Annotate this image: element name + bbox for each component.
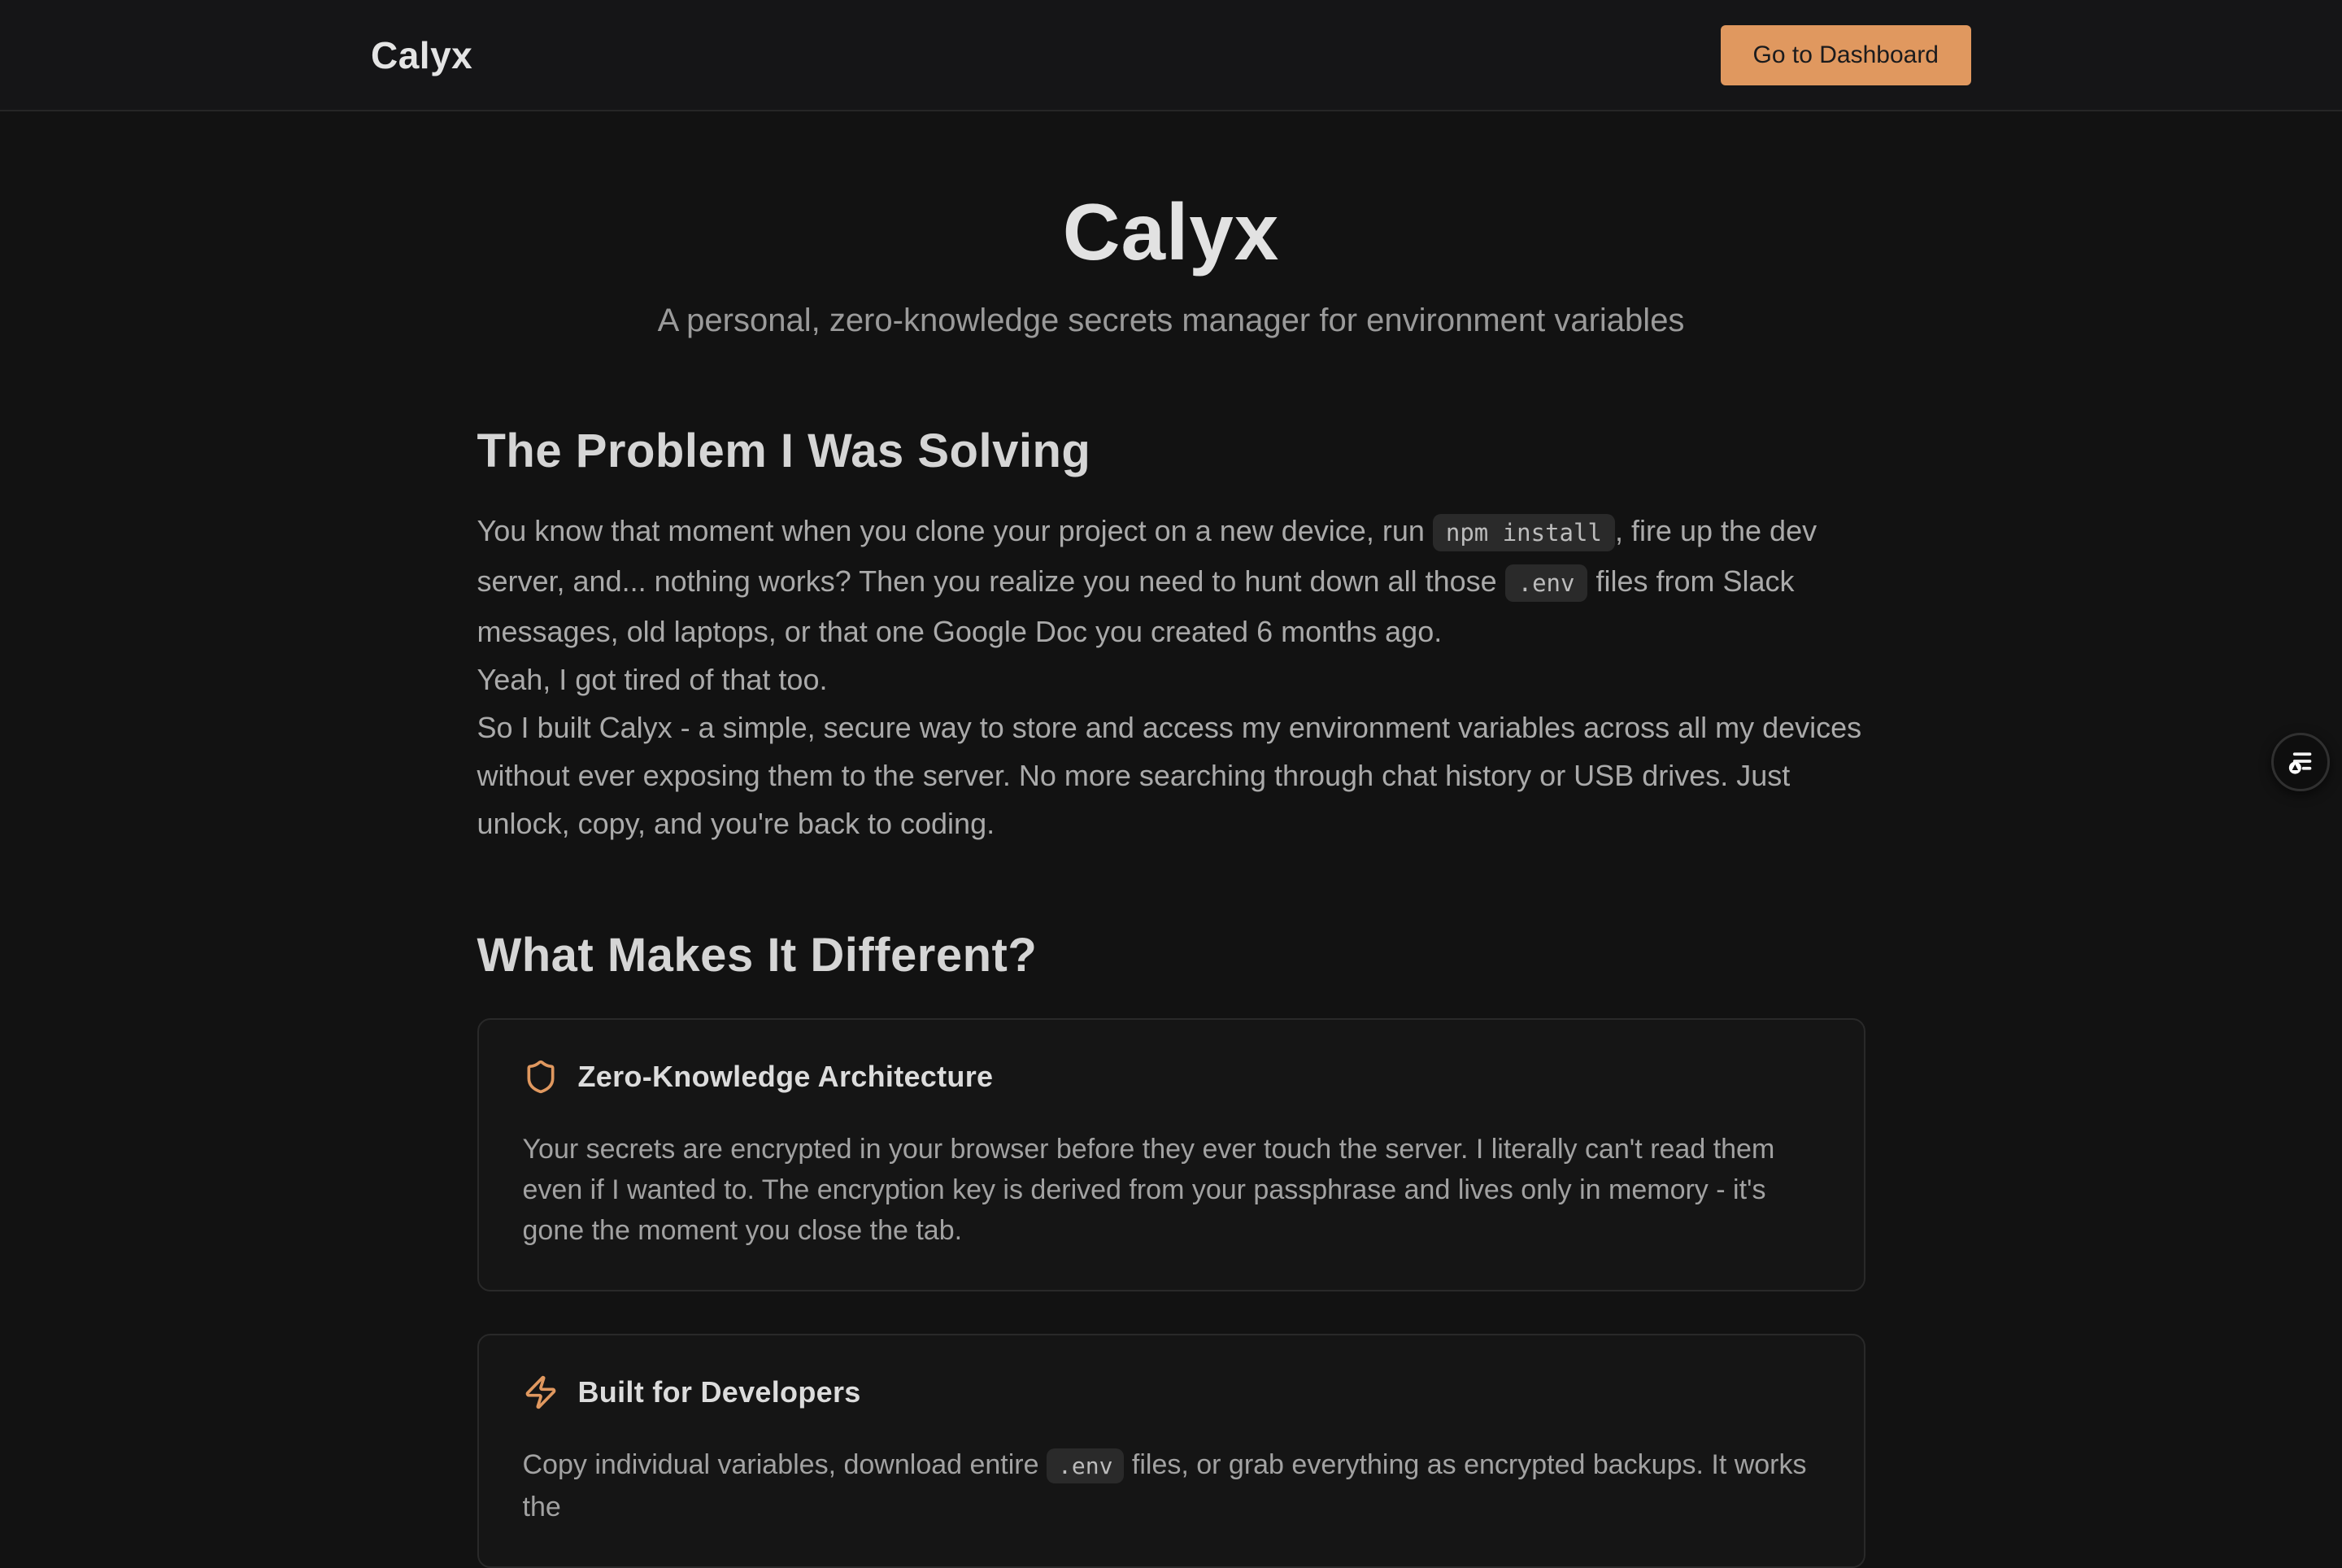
inline-code-env: .env: [1505, 564, 1588, 602]
feature-card-title: Zero-Knowledge Architecture: [577, 1060, 994, 1093]
problem-paragraph-2: Yeah, I got tired of that too.: [477, 663, 828, 696]
top-navigation-bar: [0, 0, 2342, 111]
paragraph-text: , fire up the dev server, and... nothing works? Then you realize you need to hunt down all those: [477, 514, 1817, 598]
different-section-heading: What Makes It Different?: [477, 929, 1038, 982]
feature-card-header: [523, 1374, 1820, 1410]
paragraph-text: files from Slack messages, old laptops, or that one Google Doc you created 6 months ago.: [477, 564, 1795, 648]
feature-card-header: [523, 1059, 1820, 1095]
feature-card-title: Built for Developers: [577, 1375, 861, 1409]
inline-code-env: .env: [1047, 1448, 1124, 1483]
playlist-icon: [2284, 746, 2317, 778]
floating-extension-button[interactable]: [2271, 733, 2330, 791]
feature-card-zero-knowledge: [477, 1018, 1865, 1291]
feature-card-body: Your secrets are encrypted in your browser before they ever touch the server. I literally can't read them even if I wanted to. The encryption key is derived from your passphrase and lives only in memory - it's gone the moment you close the tab.: [522, 1134, 1775, 1246]
inline-code-npm-install: npm install: [1433, 514, 1615, 551]
problem-paragraph-3: So I built Calyx - a simple, secure way to store and access my environment variables across all my devices without ever exposing them to the server. No more searching through chat history or USB drives. Just unlock, copy, and you're back to coding.: [477, 711, 1862, 840]
hero-title: Calyx: [1062, 187, 1280, 277]
lightning-icon: [523, 1374, 559, 1410]
top-navigation-inner: [371, 25, 1971, 85]
problem-paragraph-1: [477, 507, 1865, 656]
app-logo[interactable]: Calyx: [371, 33, 473, 76]
feature-card-built-for-developers: [477, 1334, 1865, 1568]
problem-section-text: [477, 507, 1865, 847]
shield-icon: [523, 1059, 559, 1095]
feature-card-body: [523, 1444, 1820, 1527]
landing-content: [477, 184, 1865, 1568]
paragraph-text: You know that moment when you clone your project on a new device, run: [477, 514, 1433, 547]
paragraph-text: Copy individual variables, download entire: [522, 1449, 1047, 1480]
go-to-dashboard-button[interactable]: Go to Dashboard: [1721, 25, 1971, 85]
paragraph-text: files, or grab everything as encrypted backups. It works the: [522, 1449, 1807, 1522]
problem-section-heading: The Problem I Was Solving: [477, 425, 1091, 477]
hero-subtitle: A personal, zero-knowledge secrets manager for environment variables: [657, 303, 1685, 338]
